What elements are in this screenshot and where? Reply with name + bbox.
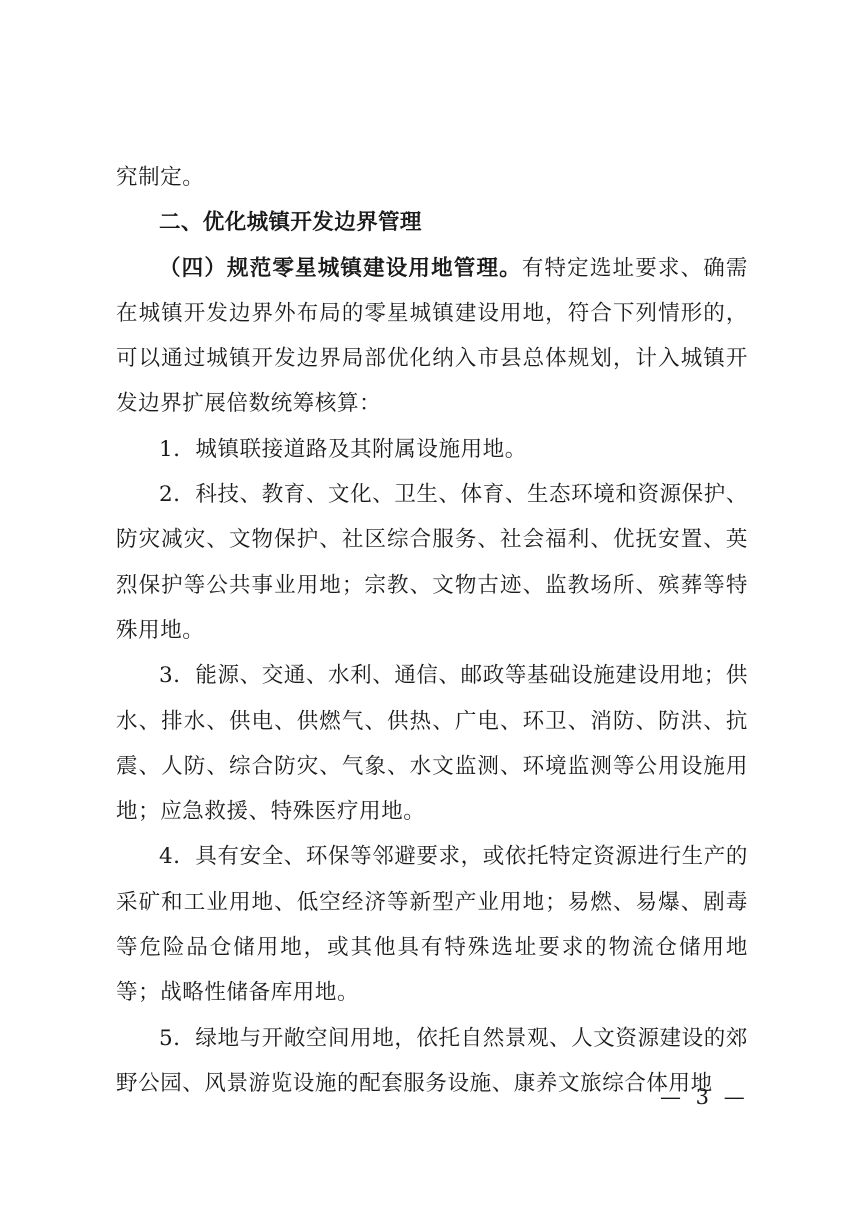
list-item-5: 5．绿地与开敞空间用地，依托自然景观、人文资源建设的郊野公园、风景游览设施的配套服务设施、康养文旅综合体用地	[116, 1025, 748, 1096]
subsection-paragraph	[116, 246, 748, 427]
list-item-4: 4．具有安全、环保等邻避要求，或依托特定资源进行生产的采矿和工业用地、低空经济等新型产业用地；易燃、易爆、剧毒等危险品仓储用地，或其他具有特殊选址要求的物流仓储用地等；战略性储备库用地。	[116, 844, 748, 1006]
document-body	[116, 155, 748, 1106]
subsection-title: （四）规范零星城镇建设用地管理。	[159, 255, 522, 281]
subsection-body: 有特定选址要求、确需在城镇开发边界外布局的零星城镇建设用地，符合下列情形的，可以通过城镇开发边界局部优化纳入市县总体规划，计入城镇开发边界扩展倍数统筹核算：	[116, 255, 748, 417]
page-number: — 3 —	[660, 1085, 749, 1109]
section-heading: 二、优化城镇开发边界管理	[159, 210, 422, 236]
continuation-text: 究制定。	[116, 165, 205, 190]
list-item-1: 1．城镇联接道路及其附属设施用地。	[159, 436, 527, 462]
list-item-3: 3．能源、交通、水利、通信、邮政等基础设施建设用地；供水、排水、供电、供燃气、供热、广电、环卫、消防、防洪、抗震、人防、综合防灾、气象、水文监测、环境监测等公用设施用地；应急救援、特殊医疗用地。	[116, 663, 748, 825]
list-item-2: 2．科技、教育、文化、卫生、体育、生态环境和资源保护、防灾减灾、文物保护、社区综合服务、社会福利、优抚安置、英烈保护等公共事业用地；宗教、文物古迹、监教场所、殡葬等特殊用地。	[116, 482, 748, 643]
